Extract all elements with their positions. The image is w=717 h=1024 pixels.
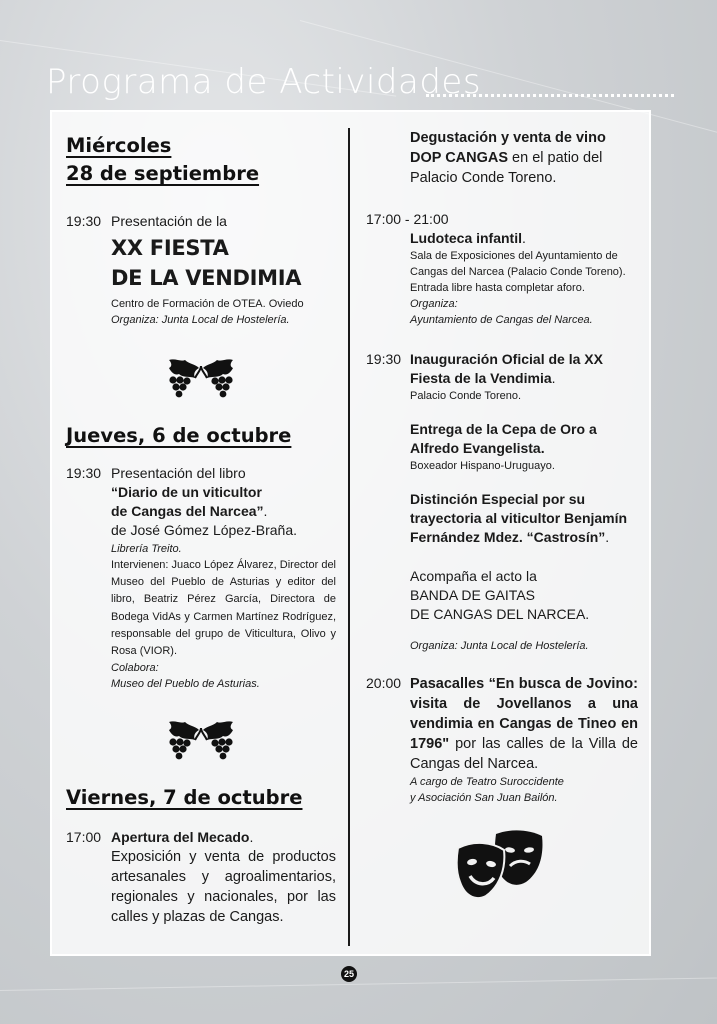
column-divider xyxy=(348,128,350,946)
paper-crease xyxy=(0,977,717,991)
wine-tasting xyxy=(366,128,638,188)
opening-venue: Palacio Conde Toreno. xyxy=(410,390,522,402)
market-title: Apertura del Mecado xyxy=(111,829,250,846)
book-title-line1: “Diario de un viticultor xyxy=(111,484,262,500)
title-dotted-rule xyxy=(426,90,674,97)
parade-route: por las calles de la Villa de Cangas del Narcea. xyxy=(410,736,638,772)
collab-label: Colabora: xyxy=(111,662,159,675)
grape-leaf-ornament-icon xyxy=(66,718,336,760)
collab-name: Museo del Pueblo de Asturias. xyxy=(111,678,260,691)
event-time: 20:00 xyxy=(366,675,402,691)
event-market-opening xyxy=(66,828,336,927)
day-heading-wednesday: Miércoles xyxy=(66,134,172,157)
opening-title-punct: . xyxy=(551,370,556,386)
book-title-line2: de Cangas del Narcea” xyxy=(111,503,264,519)
market-description: Exposición y venta de productos artesanales y agroalimentarios, regionales y nacionales, por las calles y plazas de Cangas. xyxy=(111,849,336,926)
ludoteca-title-punct: . xyxy=(522,230,526,246)
day-heading-thursday: Jueves, 6 de octubre xyxy=(66,424,292,447)
award-cepa-subtitle: Boxeador Hispano-Uruguayo. xyxy=(410,460,555,472)
parade-title: Pasacalles “En busca de Jovino: visita de Jovellanos a una vendimia en Cangas de Tineo en 1796" xyxy=(410,676,638,752)
music-line3: DE CANGAS DEL NARCEA. xyxy=(410,606,590,622)
event-venue: Centro de Formación de OTEA. Oviedo xyxy=(111,298,304,310)
theater-masks-icon xyxy=(366,828,638,907)
ludoteca-organizer-label: Organiza: xyxy=(410,298,458,310)
book-title-punct: . xyxy=(263,503,268,519)
award-special-title: Distinción Especial por su trayectoria al viticultor Benjamín Fernández Mdez. “Castrosín” xyxy=(410,491,628,545)
award-cepa-de-oro xyxy=(366,420,638,474)
wine-tasting-place: en el patio del Palacio Conde Toreno. xyxy=(410,150,603,186)
event-speakers: Intervienen: Juaco López Álvarez, Director del Museo del Pueblo de Asturias y editor del libro, Beatriz Pérez García, Directora de Bodega VidAs y Carmen Martínez Rodríguez, responsable del grupo de Viticultura, Olivo y Rosa (VIOR). xyxy=(111,559,337,658)
music-line1: Acompaña el acto la xyxy=(410,568,537,584)
music-accompaniment xyxy=(366,567,638,624)
ludoteca-organizer-name: Ayuntamiento de Cangas del Narcea. xyxy=(410,314,593,326)
right-column xyxy=(366,128,638,907)
market-title-punct: . xyxy=(249,829,254,846)
event-time: 17:00 - 21:00 xyxy=(366,211,449,227)
left-column xyxy=(66,132,336,927)
page-title: Programa de Actividades xyxy=(46,62,482,102)
event-venue: Librería Treito. xyxy=(111,543,182,555)
event-time: 19:30 xyxy=(66,213,102,229)
book-author: de José Gómez López-Braña. xyxy=(111,522,297,538)
event-time: 19:30 xyxy=(66,465,102,481)
event-time: 19:30 xyxy=(366,351,402,367)
event-book-presentation xyxy=(66,464,336,692)
fiesta-title-line2: DE LA VENDIMIA xyxy=(111,266,302,290)
event-fiesta-presentation xyxy=(66,212,336,328)
award-special-distinction xyxy=(366,490,638,547)
date-heading-wednesday: 28 de septiembre xyxy=(66,162,260,185)
event-time: 17:00 xyxy=(66,829,102,846)
music-line2: BANDA DE GAITAS xyxy=(410,587,535,603)
award-cepa-title: Entrega de la Cepa de Oro a Alfredo Evangelista. xyxy=(410,421,597,456)
fiesta-title-line1: XX FIESTA xyxy=(111,236,229,260)
ludoteca-access: Entrada libre hasta completar aforo. xyxy=(410,282,585,294)
day-heading-friday: Viernes, 7 de octubre xyxy=(66,786,303,810)
event-ludoteca xyxy=(366,210,638,328)
wine-tasting-title: Degustación y venta de vino DOP CANGAS xyxy=(410,130,606,166)
page-number: 25 xyxy=(341,966,357,982)
grape-leaf-ornament-icon xyxy=(66,356,336,398)
ludoteca-venue: Sala de Exposiciones del Ayuntamiento de Cangas del Narcea (Palacio Conde Toreno). xyxy=(410,250,626,278)
opening-title: Inauguración Oficial de la XX Fiesta de la Vendimia xyxy=(410,351,603,386)
event-intro: Presentación de la xyxy=(111,213,227,229)
parade-credit-line2: y Asociación San Juan Bailón. xyxy=(410,792,558,804)
event-official-opening xyxy=(366,350,638,404)
event-parade xyxy=(366,674,638,806)
event-organizer: Organiza: Junta Local de Hostelería. xyxy=(111,314,290,326)
ludoteca-title: Ludoteca infantil xyxy=(410,230,522,246)
parade-credit-line1: A cargo de Teatro Suroccidente xyxy=(410,776,564,788)
event-intro: Presentación del libro xyxy=(111,465,246,481)
award-special-punct: . xyxy=(605,529,610,545)
evening-organizer: Organiza: Junta Local de Hostelería. xyxy=(410,640,589,652)
